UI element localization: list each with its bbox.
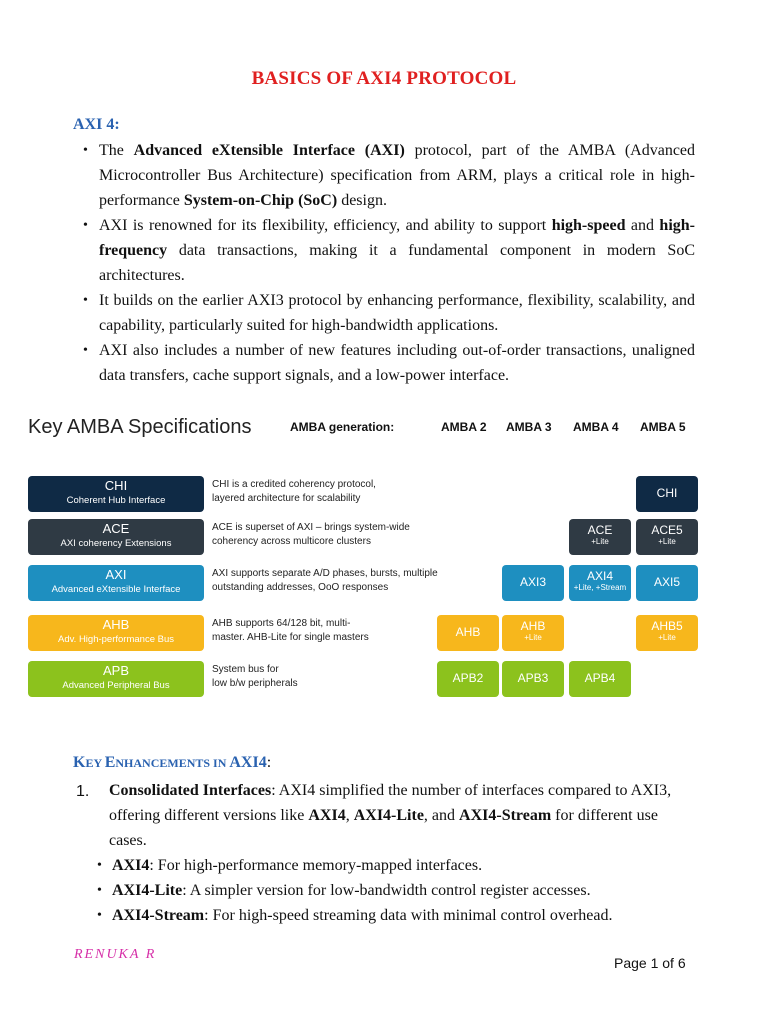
spec-description — [212, 567, 442, 595]
bullet-icon: • — [83, 143, 88, 158]
bold-term: Advanced eXtensible Interface (AXI) — [133, 142, 405, 159]
sub-bullet-item — [76, 853, 696, 878]
spec-subtitle: Advanced eXtensible Interface — [51, 584, 181, 595]
version-label: APB3 — [517, 671, 549, 685]
bullet-icon: • — [83, 293, 88, 308]
description-line: master. AHB-Lite for single masters — [212, 632, 369, 643]
version-sublabel: +Lite — [658, 537, 676, 546]
description-line: layered architecture for scalability — [212, 493, 361, 504]
section-heading-axi4: AXI 4: — [73, 116, 120, 133]
version-label: CHI — [656, 486, 678, 500]
text-run: : For high-performance memory-mapped interfaces. — [149, 857, 483, 874]
version-box-apb3 — [502, 661, 564, 697]
page-number: Page 1 of 6 — [614, 955, 686, 971]
text-run: : AXI4 simplified the number of interfaces compared to AXI3, offering different versions like — [109, 782, 672, 824]
text-run: data transactions, making it a fundamental component in modern SoC architectures. — [99, 242, 695, 284]
description-line: outstanding addresses, OoO responses — [212, 582, 389, 593]
spec-name: AXI — [105, 567, 127, 582]
spec-box-axi — [28, 565, 204, 601]
description-line: CHI is a credited coherency protocol, — [212, 479, 376, 490]
generation-header: AMBA 3 — [506, 420, 552, 434]
text-run: AXI is renowned for its flexibility, efficiency, and ability to support — [99, 217, 552, 234]
spec-subtitle: AXI coherency Extensions — [60, 538, 172, 549]
spec-name: ACE — [102, 521, 130, 536]
spec-name: APB — [102, 663, 129, 678]
version-label: AXI3 — [519, 575, 546, 589]
description-line: low b/w peripherals — [212, 678, 298, 689]
spec-subtitle: Adv. High-performance Bus — [58, 634, 174, 645]
bold-term: AXI4 — [112, 857, 150, 874]
text-run: , and — [423, 807, 460, 824]
bullet-item — [80, 288, 695, 338]
page-title: BASICS OF AXI4 PROTOCOL — [251, 68, 517, 89]
amba-specifications-diagram — [28, 404, 728, 714]
description-line: System bus for — [212, 664, 279, 675]
text-run: : A simpler version for low-bandwidth control register accesses. — [182, 882, 591, 899]
bold-term: Consolidated Interfaces — [109, 782, 272, 799]
spec-name: AHB — [102, 617, 130, 632]
bold-term: AXI4-Stream — [112, 907, 205, 924]
version-label: AHB5 — [651, 619, 683, 633]
spec-subtitle: Coherent Hub Interface — [66, 495, 166, 506]
spec-description — [212, 478, 442, 506]
version-box-chi — [636, 476, 698, 512]
generation-header: AMBA 4 — [573, 420, 619, 434]
bullet-icon: • — [83, 343, 88, 358]
text-run: The — [99, 142, 134, 159]
author-signature: RENUKA R — [74, 947, 157, 962]
spec-name: CHI — [104, 478, 128, 493]
description-line: AXI supports separate A/D phases, bursts, multiple — [212, 568, 438, 579]
version-sublabel: +Lite — [658, 633, 676, 642]
version-label: AXI5 — [653, 575, 680, 589]
sub-bullet-item — [76, 878, 696, 903]
bold-term: AXI4-Lite — [353, 807, 424, 824]
bullet-icon: • — [97, 858, 102, 873]
version-label: ACE — [587, 523, 613, 537]
bullet-item — [80, 138, 695, 213]
spec-box-apb — [28, 661, 204, 697]
version-box-ahb5 — [636, 615, 698, 651]
description-line: coherency across multicore clusters — [212, 536, 371, 547]
bold-term: high-frequency — [99, 217, 695, 259]
bullet-icon: • — [83, 218, 88, 233]
spec-subtitle: Advanced Peripheral Bus — [62, 680, 170, 691]
bold-term: AXI4-Stream — [459, 807, 552, 824]
spec-description — [212, 617, 442, 645]
text-run: , — [345, 807, 354, 824]
version-box-apb4 — [569, 661, 631, 697]
spec-box-chi — [28, 476, 204, 512]
version-label: ACE5 — [651, 523, 683, 537]
bullet-item — [80, 338, 695, 388]
enhancements-list — [76, 778, 696, 928]
text-run: design. — [337, 192, 387, 209]
spec-box-ace — [28, 519, 204, 555]
version-sublabel: +Lite — [524, 633, 542, 642]
version-box-ace — [569, 519, 631, 555]
version-box-axi3 — [502, 565, 564, 601]
item-number: 1. — [76, 783, 90, 800]
description-line: AHB supports 64/128 bit, multi- — [212, 618, 351, 629]
bold-term: System-on-Chip (SoC) — [183, 192, 338, 209]
version-box-axi4 — [569, 565, 631, 601]
text-run: and — [625, 217, 660, 234]
version-label: AHB — [520, 619, 546, 633]
bullet-icon: • — [97, 883, 102, 898]
bold-term: high-speed — [551, 217, 626, 234]
version-box-ace5 — [636, 519, 698, 555]
version-box-ahb — [437, 615, 499, 651]
generation-header: AMBA 2 — [441, 420, 487, 434]
version-box-apb2 — [437, 661, 499, 697]
version-box-ahb — [502, 615, 564, 651]
diagram-title: Key AMBA Specifications — [28, 416, 252, 438]
numbered-item — [76, 778, 696, 853]
spec-description — [212, 521, 442, 549]
generation-label: AMBA generation: — [290, 420, 395, 434]
text-run: for different use cases. — [109, 807, 658, 849]
text-run: AXI also includes a number of new features including out-of-order transactions, unaligned data transfers, cache support signals, and a low-power interface. — [99, 342, 695, 384]
sub-bullet-item — [76, 903, 696, 928]
bullet-icon: • — [97, 908, 102, 923]
description-line: ACE is superset of AXI – brings system-wide — [212, 522, 410, 533]
version-label: APB2 — [452, 671, 484, 685]
version-box-axi5 — [636, 565, 698, 601]
text-run: : For high-speed streaming data with minimal control overhead. — [204, 907, 613, 924]
spec-box-ahb — [28, 615, 204, 651]
version-label: AXI4 — [586, 569, 613, 583]
text-run: It builds on the earlier AXI3 protocol by enhancing performance, flexibility, scalability, and capability, particularly suited for high-bandwidth applications. — [99, 292, 695, 334]
spec-description — [212, 663, 442, 691]
bold-term: AXI4 — [308, 807, 346, 824]
bullet-item — [80, 213, 695, 288]
version-label: APB4 — [584, 671, 616, 685]
version-sublabel: +Lite — [591, 537, 609, 546]
generation-header: AMBA 5 — [640, 420, 686, 434]
section-heading-key-enhancements: KEY ENHANCEMENTS IN AXI4: — [73, 754, 272, 771]
text-run: protocol, part of the AMBA (Advanced Microcontroller Bus Architecture) specification from ARM, plays a critical role in high-performance — [99, 142, 696, 209]
version-sublabel: +Lite, +Stream — [573, 583, 627, 592]
version-label: AHB — [455, 625, 481, 639]
intro-bullet-list — [80, 138, 695, 388]
bold-term: AXI4-Lite — [112, 882, 183, 899]
